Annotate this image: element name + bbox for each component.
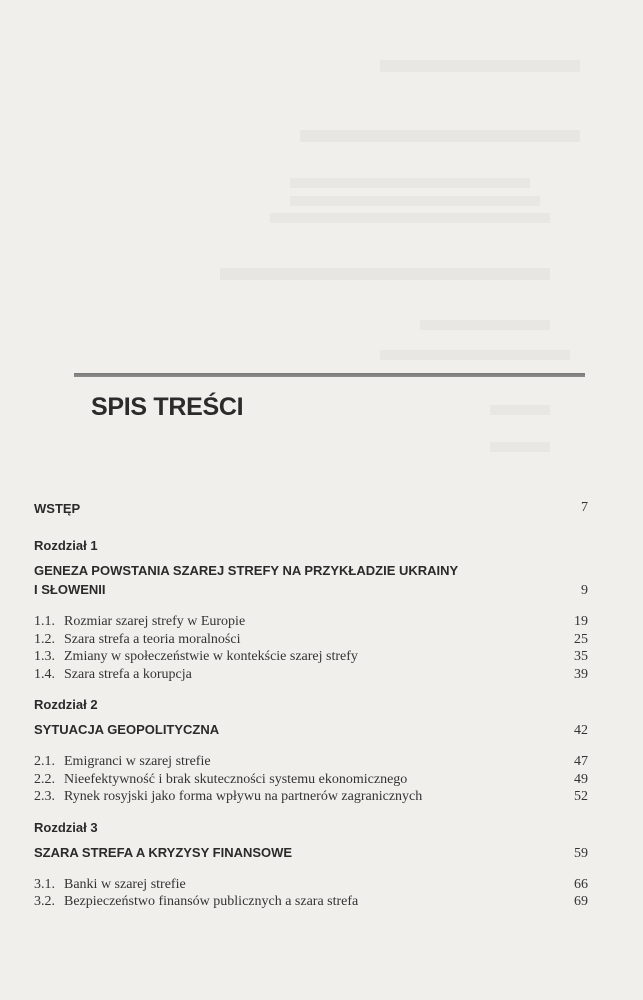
chapter-title: SYTUACJA GEOPOLITYCZNA: [34, 722, 220, 737]
section-page: 39: [574, 666, 588, 682]
section-number: 1.1.: [34, 614, 55, 629]
toc-section[interactable]: [34, 648, 588, 666]
toc-section[interactable]: [34, 893, 588, 911]
chapter-label: Rozdział 3: [34, 819, 98, 835]
chapter-label: Rozdział 2: [34, 697, 98, 712]
chapter-1: [34, 538, 588, 683]
section-page: 66: [574, 876, 588, 892]
section-list: [34, 613, 588, 683]
chapter-page: 59: [574, 845, 588, 861]
section-number: 1.4.: [34, 666, 55, 682]
section-list: [34, 753, 588, 806]
section-title: Nieefektywność i brak skuteczności systemu ekonomicznego: [64, 771, 408, 787]
chapter-title-cont: I SŁOWENII: [34, 582, 106, 597]
toc-entry-intro[interactable]: [34, 500, 588, 516]
toc-section[interactable]: [34, 753, 588, 771]
chapter-page: 9: [581, 583, 588, 598]
intro-page: 7: [581, 500, 588, 515]
toc-section[interactable]: [34, 631, 588, 649]
chapter-title: SZARA STREFA A KRYZYSY FINANSOWE: [34, 844, 293, 860]
chapter-3: [34, 820, 588, 911]
section-number: 2.2.: [34, 771, 55, 787]
table-of-contents: [34, 500, 588, 925]
toc-section[interactable]: [34, 666, 588, 684]
section-title: Rozmiar szarej strefy w Europie: [64, 614, 246, 629]
toc-section[interactable]: [34, 613, 588, 631]
chapter-title-entry[interactable]: [34, 720, 588, 739]
section-title: Banki w szarej strefie: [64, 876, 186, 892]
section-number: 2.3.: [34, 789, 55, 804]
section-number: 1.3.: [34, 649, 55, 664]
chapter-2: [34, 697, 588, 806]
section-number: 3.1.: [34, 876, 55, 892]
section-title: Szara strefa a teoria moralności: [64, 631, 241, 647]
section-number: 2.1.: [34, 754, 55, 769]
section-page: 49: [574, 771, 588, 787]
section-title: Emigranci w szarej strefie: [64, 754, 211, 769]
section-title: Rynek rosyjski jako forma wpływu na partnerów zagranicznych: [64, 789, 423, 804]
toc-section[interactable]: [34, 876, 588, 894]
intro-label: WSTĘP: [34, 501, 81, 516]
section-page: 25: [574, 631, 588, 647]
section-page: 52: [574, 789, 588, 804]
chapter-title-entry[interactable]: [34, 561, 588, 599]
section-page: 19: [574, 614, 588, 629]
toc-section[interactable]: [34, 788, 588, 806]
section-page: 47: [574, 754, 588, 769]
heading-rule: [74, 373, 585, 377]
section-title: Szara strefa a korupcja: [64, 666, 192, 682]
section-list: [34, 876, 588, 911]
section-page: 69: [574, 894, 588, 909]
chapter-title: GENEZA POWSTANIA SZAREJ STREFY NA PRZYKŁADZIE UKRAINY: [34, 563, 459, 578]
chapter-title-entry[interactable]: [34, 843, 588, 862]
section-title: Zmiany w społeczeństwie w kontekście szarej strefy: [64, 649, 358, 664]
chapter-label: Rozdział 1: [34, 538, 98, 553]
section-page: 35: [574, 649, 588, 664]
toc-section[interactable]: [34, 771, 588, 789]
section-title: Bezpieczeństwo finansów publicznych a szara strefa: [64, 894, 359, 909]
section-number: 1.2.: [34, 631, 55, 647]
page-title: SPIS TREŚCI: [91, 393, 244, 421]
chapter-page: 42: [574, 723, 588, 738]
section-number: 3.2.: [34, 894, 55, 909]
